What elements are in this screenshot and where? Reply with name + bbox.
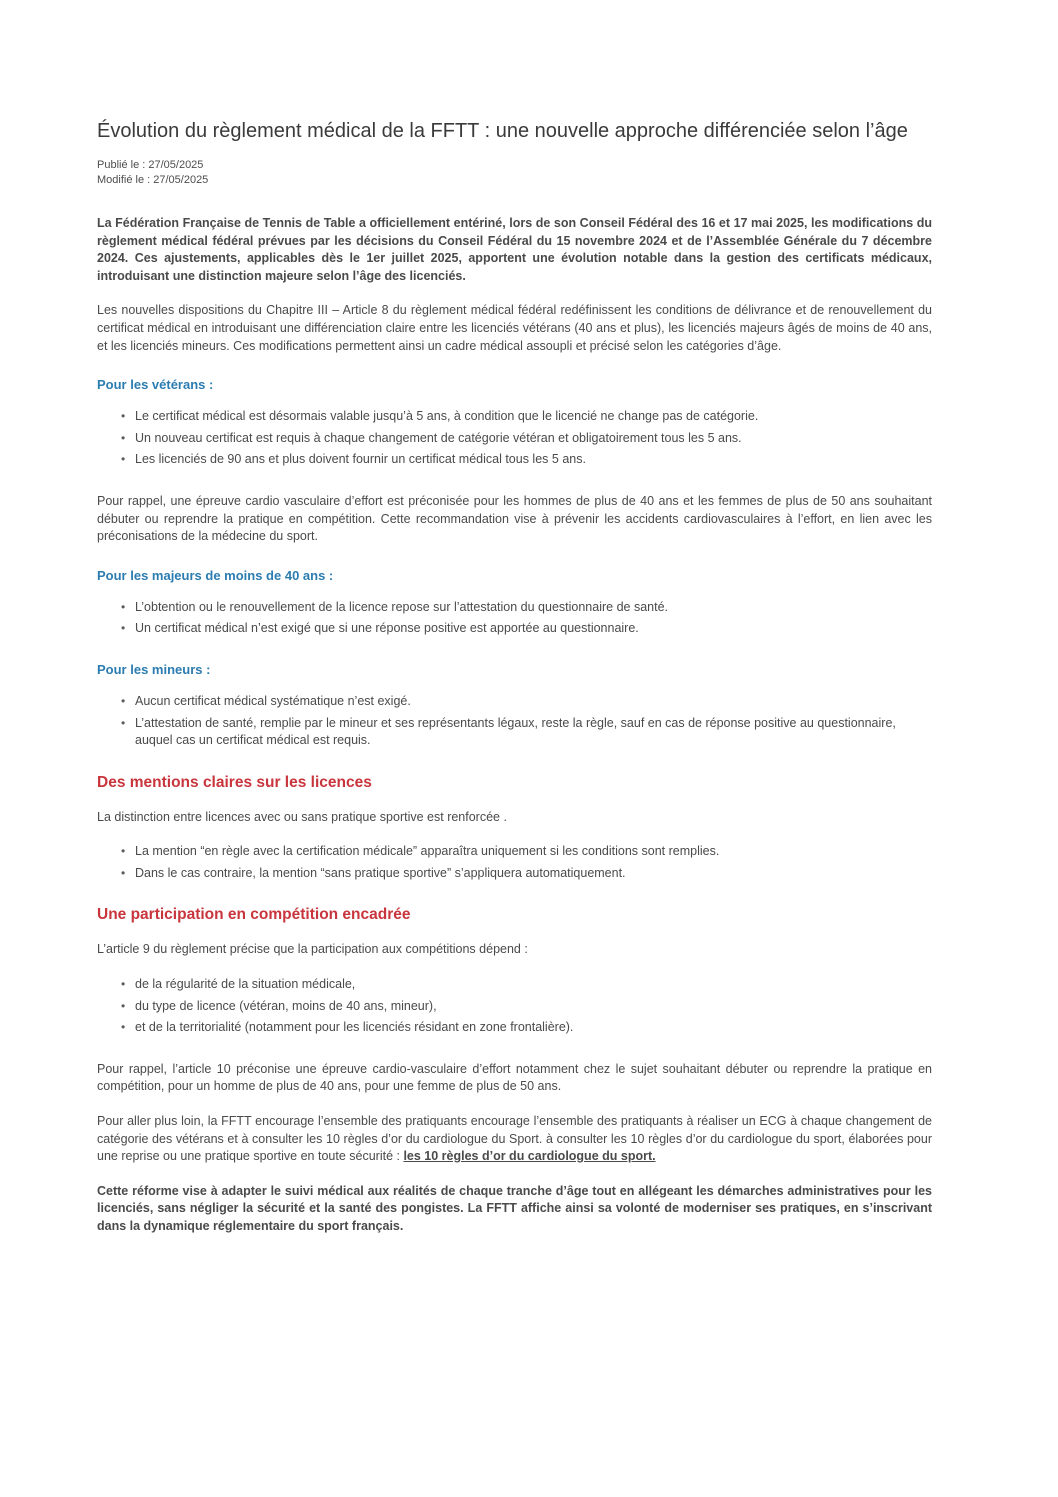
page-title: Évolution du règlement médical de la FFTT : une nouvelle approche différenciée selon l’âge xyxy=(97,120,908,142)
intro-paragraph: La Fédération Française de Tennis de Table a officiellement entériné, lors de son Conseil Fédéral des 16 et 17 mai 2025, les modifications du règlement médical fédéral prévues par les décisions du Conseil Fédéral du 15 novembre 2024 et de l’Assemblée Générale du 7 décembre 2024. Ces ajustements, applicables dès le 1er juillet 2025, apportent une évolution notable dans la gestion des certificats médicaux, introduisant une distinction majeure selon l’âge des licenciés. xyxy=(97,216,932,283)
mentions-list xyxy=(97,843,932,882)
dispositions-paragraph: Les nouvelles dispositions du Chapitre III – Article 8 du règlement médical fédéral redéfinissent les conditions de délivrance et de renouvellement du certificat médical en introduisant une différenciation claire entre les licenciés vétérans (40 ans et plus), les licenciés majeurs âgés de moins de 40 ans, et les licenciés mineurs. Ces modifications permettent ainsi un cadre médical assoupli et précisé selon les catégories d’âge. xyxy=(97,303,932,353)
list-item: • Dans le cas contraire, la mention “sans pratique sportive” s’appliquera automatiquement. xyxy=(121,865,932,883)
mentions-lead-paragraph: La distinction entre licences avec ou sans pratique sportive est renforcée . xyxy=(97,809,507,824)
list-item: • L’attestation de santé, remplie par le mineur et ses représentants légaux, reste la règle, sauf en cas de réponse positive au questionnaire, auquel cas un certificat médical est requis. xyxy=(121,715,932,750)
ecg-paragraph-text: Pour aller plus loin, la FFTT encourage l’ensemble des pratiquants encourage l’ensemble des pratiquants à réaliser un ECG à chaque changement de catégorie des vétérans et à consulter les 10 règles d’or du cardiologue du Sport. à consulter les 10 règles d’or du cardiologue du sport, élaborées pour une reprise ou une pratique sportive en toute sécurité : xyxy=(97,1114,932,1164)
list-item: • de la régularité de la situation médicale, xyxy=(121,976,932,994)
list-item: • Aucun certificat médical systématique n’est exigé. xyxy=(121,693,932,711)
section-heading-competition: Une participation en compétition encadrée xyxy=(97,906,411,924)
list-item: • L’obtention ou le renouvellement de la licence repose sur l’attestation du questionnaire de santé. xyxy=(121,599,932,617)
list-item: • du type de licence (vétéran, moins de 40 ans, mineur), xyxy=(121,998,932,1016)
list-item: • Un nouveau certificat est requis à chaque changement de catégorie vétéran et obligatoirement tous les 5 ans. xyxy=(121,430,932,448)
competition-list xyxy=(97,976,932,1037)
cardio-reminder-paragraph: Pour rappel, une épreuve cardio vasculaire d’effort est préconisée pour les hommes de plus de 40 ans et les femmes de plus de 50 ans souhaitant débuter ou reprendre la pratique en compétition. Cette recommandation vise à prévenir les accidents cardiovasculaires à l’effort, en lien avec les préconisations de la médecine du sport. xyxy=(97,493,932,544)
list-item: • Le certificat médical est désormais valable jusqu’à 5 ans, à condition que le licencié ne change pas de catégorie. xyxy=(121,408,932,426)
majeurs-list xyxy=(97,599,932,638)
list-item: • La mention “en règle avec la certification médicale” apparaîtra uniquement si les conditions sont remplies. xyxy=(121,843,932,861)
article10-paragraph: Pour rappel, l’article 10 préconise une épreuve cardio-vasculaire d’effort notamment chez le sujet souhaitant débuter ou reprendre la pratique en compétition, pour un homme de plus de 40 ans, pour une femme de plus de 50 ans. xyxy=(97,1061,932,1094)
section-heading-mineurs: Pour les mineurs : xyxy=(97,661,211,677)
conclusion-paragraph: Cette réforme vise à adapter le suivi médical aux réalités de chaque tranche d’âge tout en allégeant les démarches administratives pour les licenciés, sans négliger la sécurité et la santé des pongistes. La FFTT affiche ainsi sa volonté de moderniser ses pratiques, en s’inscrivant dans la dynamique réglementaire du sport français. xyxy=(97,1183,932,1233)
section-heading-majeurs: Pour les majeurs de moins de 40 ans : xyxy=(97,567,334,583)
section-heading-veterans: Pour les vétérans : xyxy=(97,377,214,393)
ten-golden-rules-link[interactable]: les 10 règles d’or du cardiologue du sport. xyxy=(403,1149,656,1164)
published-date: Publié le : 27/05/2025 xyxy=(97,159,204,171)
competition-lead-paragraph: L’article 9 du règlement précise que la participation aux compétitions dépend : xyxy=(97,942,528,957)
mineurs-list xyxy=(97,693,932,750)
list-item: • et de la territorialité (notamment pour les licenciés résidant en zone frontalière). xyxy=(121,1019,932,1037)
section-heading-mentions: Des mentions claires sur les licences xyxy=(97,773,372,791)
veterans-list xyxy=(97,408,932,469)
ecg-paragraph xyxy=(97,1113,932,1166)
list-item: • Les licenciés de 90 ans et plus doivent fournir un certificat médical tous les 5 ans. xyxy=(121,451,932,469)
modified-date: Modifié le : 27/05/2025 xyxy=(97,174,209,186)
list-item: • Un certificat médical n’est exigé que si une réponse positive est apportée au questionnaire. xyxy=(121,620,932,638)
